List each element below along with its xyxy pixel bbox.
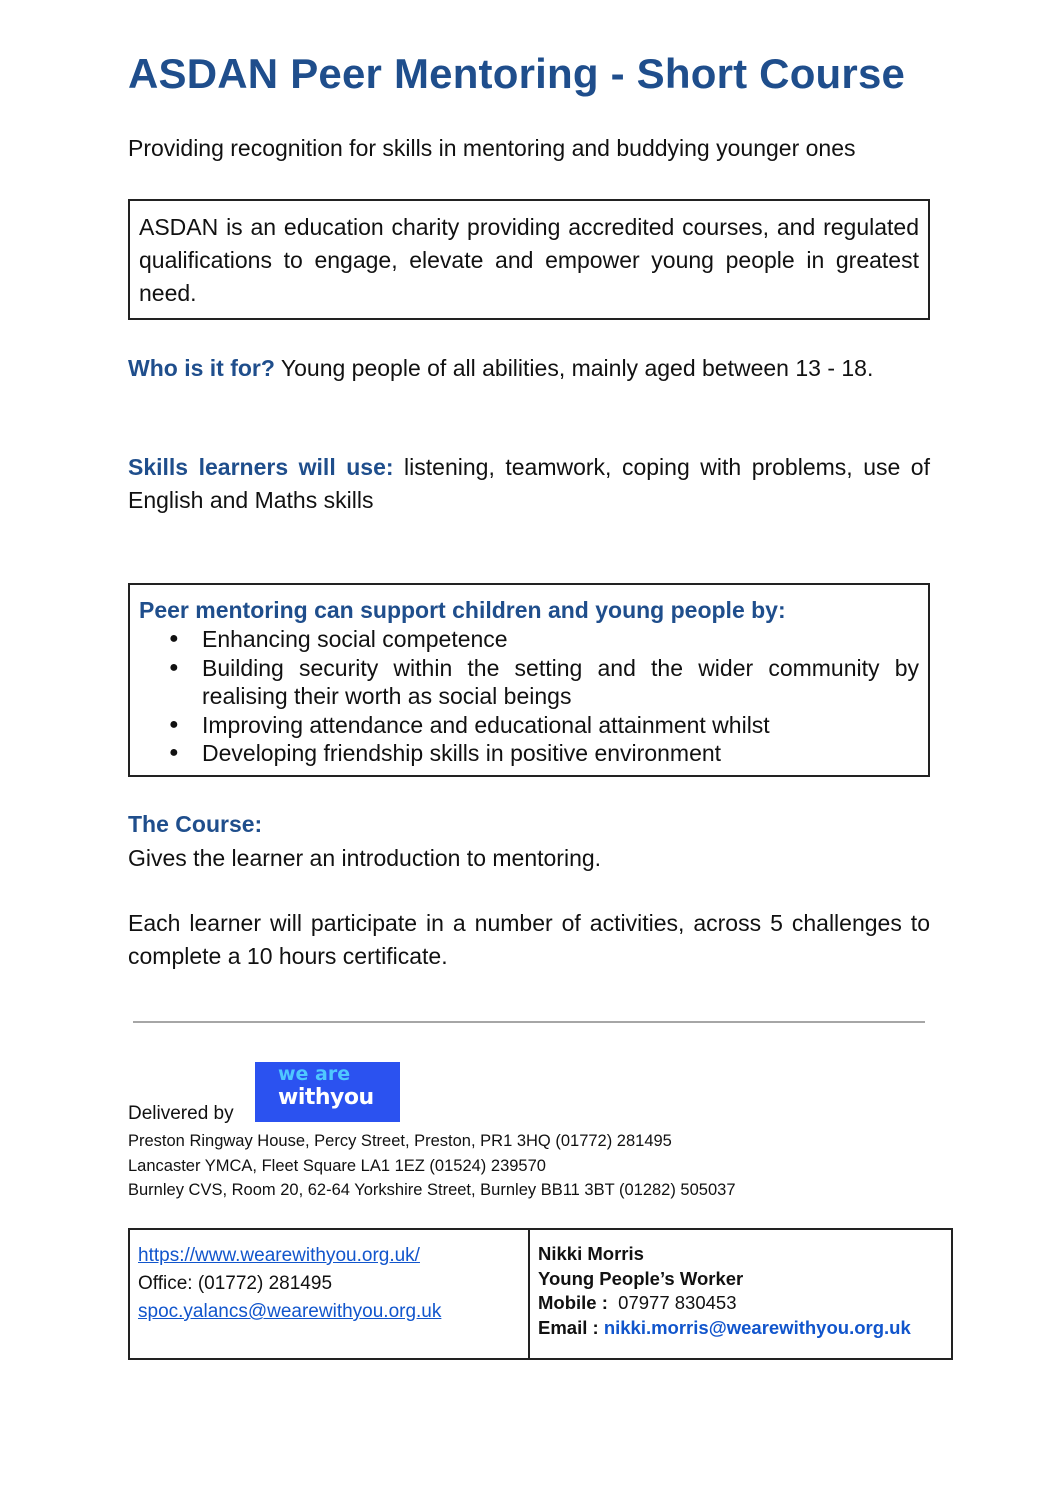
- list-item: ● Enhancing social competence: [169, 626, 508, 652]
- page-title: ASDAN Peer Mentoring - Short Course: [128, 50, 906, 97]
- list-item: ● Building security within the setting and the wider community by realising their worth as social beings: [169, 654, 919, 709]
- page-subtitle: Providing recognition for skills in mentoring and buddying younger ones: [128, 135, 856, 161]
- contact-name: Nikki Morris: [538, 1243, 644, 1264]
- office-phone: Office: (01772) 281495: [138, 1273, 333, 1294]
- support-heading: Peer mentoring can support children and young people by:: [139, 597, 786, 623]
- who-section: [128, 352, 930, 385]
- delivered-by-label: Delivered by: [128, 1103, 234, 1124]
- skills-section: [128, 451, 930, 517]
- skills-label: Skills learners will use:: [128, 454, 394, 480]
- course-line-2: Each learner will participate in a number of activities, across 5 challenges to complete a 10 hours certificate.: [128, 910, 930, 969]
- logo-line-1: we are: [278, 1063, 351, 1085]
- contact-table: [128, 1228, 953, 1360]
- we-are-with-you-logo: [255, 1062, 400, 1122]
- intro-box: ASDAN is an education charity providing accredited courses, and regulated qualifications to engage, elevate and empower young people in greatest need.: [128, 199, 930, 320]
- logo-line-2: withyou: [278, 1085, 374, 1110]
- bullet-icon: ●: [169, 630, 179, 647]
- address-preston: Preston Ringway House, Percy Street, Preston, PR1 3HQ (01772) 281495: [128, 1132, 672, 1150]
- contact-person: [530, 1230, 951, 1358]
- website-link[interactable]: https://www.wearewithyou.org.uk/: [138, 1245, 420, 1266]
- skills-text: listening, teamwork, coping with problems, use of English and Maths skills: [128, 454, 930, 513]
- bullet-icon: ●: [169, 715, 179, 733]
- mobile-number: 07977 830453: [618, 1292, 737, 1313]
- support-list: [139, 625, 919, 768]
- bullet-icon: ●: [169, 744, 179, 761]
- course-line-1: Gives the learner an introduction to mentoring.: [128, 845, 602, 871]
- contact-role: Young People’s Worker: [538, 1267, 744, 1289]
- mobile-label: Mobile :: [538, 1292, 608, 1313]
- who-label: Who is it for?: [128, 355, 275, 381]
- office-email-link[interactable]: spoc.yalancs@wearewithyou.org.uk: [138, 1301, 442, 1322]
- address-lancaster: Lancaster YMCA, Fleet Square LA1 1EZ (01524) 239570: [128, 1157, 546, 1175]
- bullet-icon: ●: [169, 658, 179, 676]
- list-item: ● Developing friendship skills in positive environment: [169, 740, 722, 766]
- contact-general: [130, 1230, 530, 1358]
- who-text: Young people of all abilities, mainly aged between 13 - 18.: [274, 355, 874, 381]
- address-burnley: Burnley CVS, Room 20, 62-64 Yorkshire Street, Burnley BB11 3BT (01282) 505037: [128, 1181, 736, 1199]
- email-label: Email :: [538, 1316, 599, 1338]
- support-box: [128, 583, 930, 777]
- course-heading: The Course:: [128, 811, 263, 837]
- contact-email-link[interactable]: nikki.morris@wearewithyou.org.uk: [603, 1316, 911, 1338]
- list-item: ● Improving attendance and educational attainment whilst: [169, 711, 770, 738]
- section-divider: [133, 1021, 925, 1023]
